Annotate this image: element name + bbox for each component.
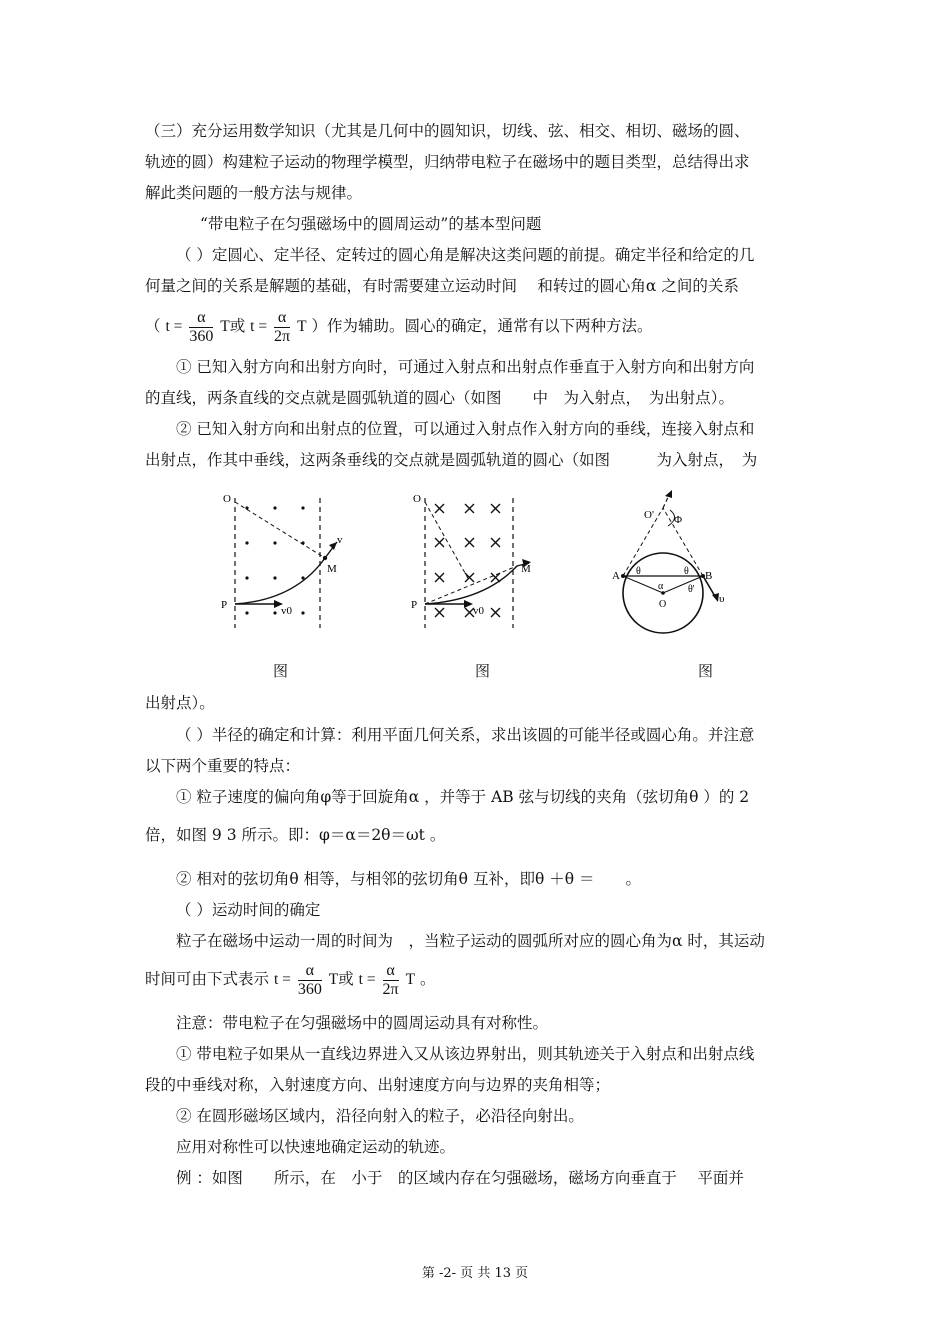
label-v: v [337,534,343,546]
fraction-alpha-2pi [383,962,399,999]
label-phi: Φ [674,514,683,526]
formula-line [145,956,810,1002]
formula-trailing-text: ）作为辅助。圆心的确定，通常有以下两种方法。 [311,317,653,335]
label-P: P [411,599,418,611]
paragraph-line: （ ）定圆心、定半径、定转过的圆心角是解决这类问题的前提。确定半径和给定的几 [176,246,755,264]
paragraph-line: 出射点，作其中垂线，这两条垂线的交点就是圆弧轨道的圆心（如图 为入射点， 为 [145,451,758,469]
label-M: M [521,563,531,575]
paragraph-line: ① 粒子速度的偏向角φ等于回旋角α ，并等于 AB 弦与切线的夹角（弦切角θ ）的 2 [176,788,750,806]
figure-2-diagram [405,488,545,633]
formula-line [145,303,810,349]
label-O: O [413,493,421,505]
paragraph-line: ① 已知入射方向和出射方向时，可通过入射点和出射点作垂直于入射方向和出射方向 [176,358,755,376]
label-M: M [327,563,337,575]
paragraph-line: ① 带电粒子如果从一直线边界进入又从该边界射出，则其轨迹关于入射点和出射点线 [176,1045,755,1063]
formula-t-eq: t = [273,971,291,988]
formula-t-eq: t = [165,318,183,335]
fraction-alpha-360 [298,962,322,999]
paragraph-line: 段的中垂线对称，入射速度方向、出射速度方向与边界的夹角相等； [145,1076,611,1094]
label-v0: v0 [473,605,484,617]
fraction-denominator: 2π [382,980,399,998]
paragraph-line: 出射点）。 [145,694,215,712]
formula-t-eq: t = [250,318,268,335]
label-P: P [221,599,228,611]
fraction-numerator: α [189,309,213,328]
formula-T: T [297,318,307,335]
label-A: A [612,570,620,582]
paragraph-line: 的直线，两条直线的交点就是圆弧轨道的圆心（如图 中 为入射点， 为出射点）。 [145,389,735,407]
paragraph-line: 倍，如图 9 3 所示。即：φ＝α＝2θ＝ωt 。 [145,826,446,844]
paragraph-line: 例 ：如图 所示，在 小于 的区域内存在匀强磁场，磁场方向垂直于 平面并 [176,1169,744,1187]
figure-2-caption: 图 [475,662,491,680]
paragraph-line: 注意：带电粒子在匀强磁场中的圆周运动具有对称性。 [176,1014,549,1032]
paragraph-line: 何量之间的关系是解题的基础，有时需要建立运动时间 和转过的圆心角α 之间的关系 [145,277,739,295]
figure-1-diagram [215,488,355,633]
figure-3-caption: 图 [698,662,714,680]
paragraph-line: 解此类问题的一般方法与规律。 [145,184,363,202]
label-theta-prime: θ' [688,584,695,595]
label-alpha: α [658,581,664,592]
formula-T-or: T或 [328,971,354,988]
label-theta: θ [636,566,641,577]
paragraph-line: ② 在圆形磁场区域内，沿径向射入的粒子，必沿径向射出。 [176,1107,584,1125]
paragraph-line: （三）充分运用数学知识（尤其是几何中的圆知识，切线、弦、相交、相切、磁场的圆、 [145,122,750,140]
fraction-alpha-360 [189,309,213,346]
label-O: O [223,493,231,505]
label-theta: θ [684,566,689,577]
label-upsilon: υ [719,593,725,605]
figure-3-diagram [608,488,758,648]
label-O: O [659,599,667,610]
paragraph-line: 应用对称性可以快速地确定运动的轨迹。 [176,1138,456,1156]
section-heading: “带电粒子在匀强磁场中的圆周运动”的基本型问题 [200,215,542,233]
fraction-numerator: α [383,962,399,981]
label-B: B [705,570,713,582]
fraction-denominator: 360 [189,327,214,345]
fraction-alpha-2pi [274,309,290,346]
label-v0: v0 [281,605,292,617]
paragraph-line: 粒子在磁场中运动一周的时间为 ，当粒子运动的圆弧所对应的圆心角为α 时，其运动 [176,932,765,950]
fraction-denominator: 2π [274,327,291,345]
paragraph-line: （ ）运动时间的确定 [176,901,321,919]
paragraph-line: ② 相对的弦切角θ 相等，与相邻的弦切角θ 互补，即θ ＋θ ＝ 。 [176,870,641,888]
formula-t-eq: t = [358,971,376,988]
paragraph-line: 以下两个重要的特点： [145,757,301,775]
fraction-numerator: α [298,962,322,981]
fraction-numerator: α [274,309,290,328]
formula-open-paren: （ [145,317,161,335]
figure-1-caption: 图 [273,662,289,680]
formula-T: T [405,971,416,988]
paragraph-line: 轨迹的圆）构建粒子运动的物理学模型，归纳带电粒子在磁场中的题目类型，总结得出求 [145,153,750,171]
formula-lead-text: 时间可由下式表示 [145,970,270,988]
formula-T-or: T或 [220,318,246,335]
paragraph-line: ② 已知入射方向和出射点的位置，可以通过入射点作入射方向的垂线，连接入射点和 [176,420,755,438]
fraction-denominator: 360 [297,980,322,998]
paragraph-line: （ ）半径的确定和计算：利用平面几何关系，求出该圆的可能半径或圆心角。并注意 [176,726,755,744]
label-O-prime: O' [644,509,654,521]
page-footer: 第 -2- 页 共 13 页 [421,1266,529,1281]
formula-trailing-text: 。 [419,970,436,988]
